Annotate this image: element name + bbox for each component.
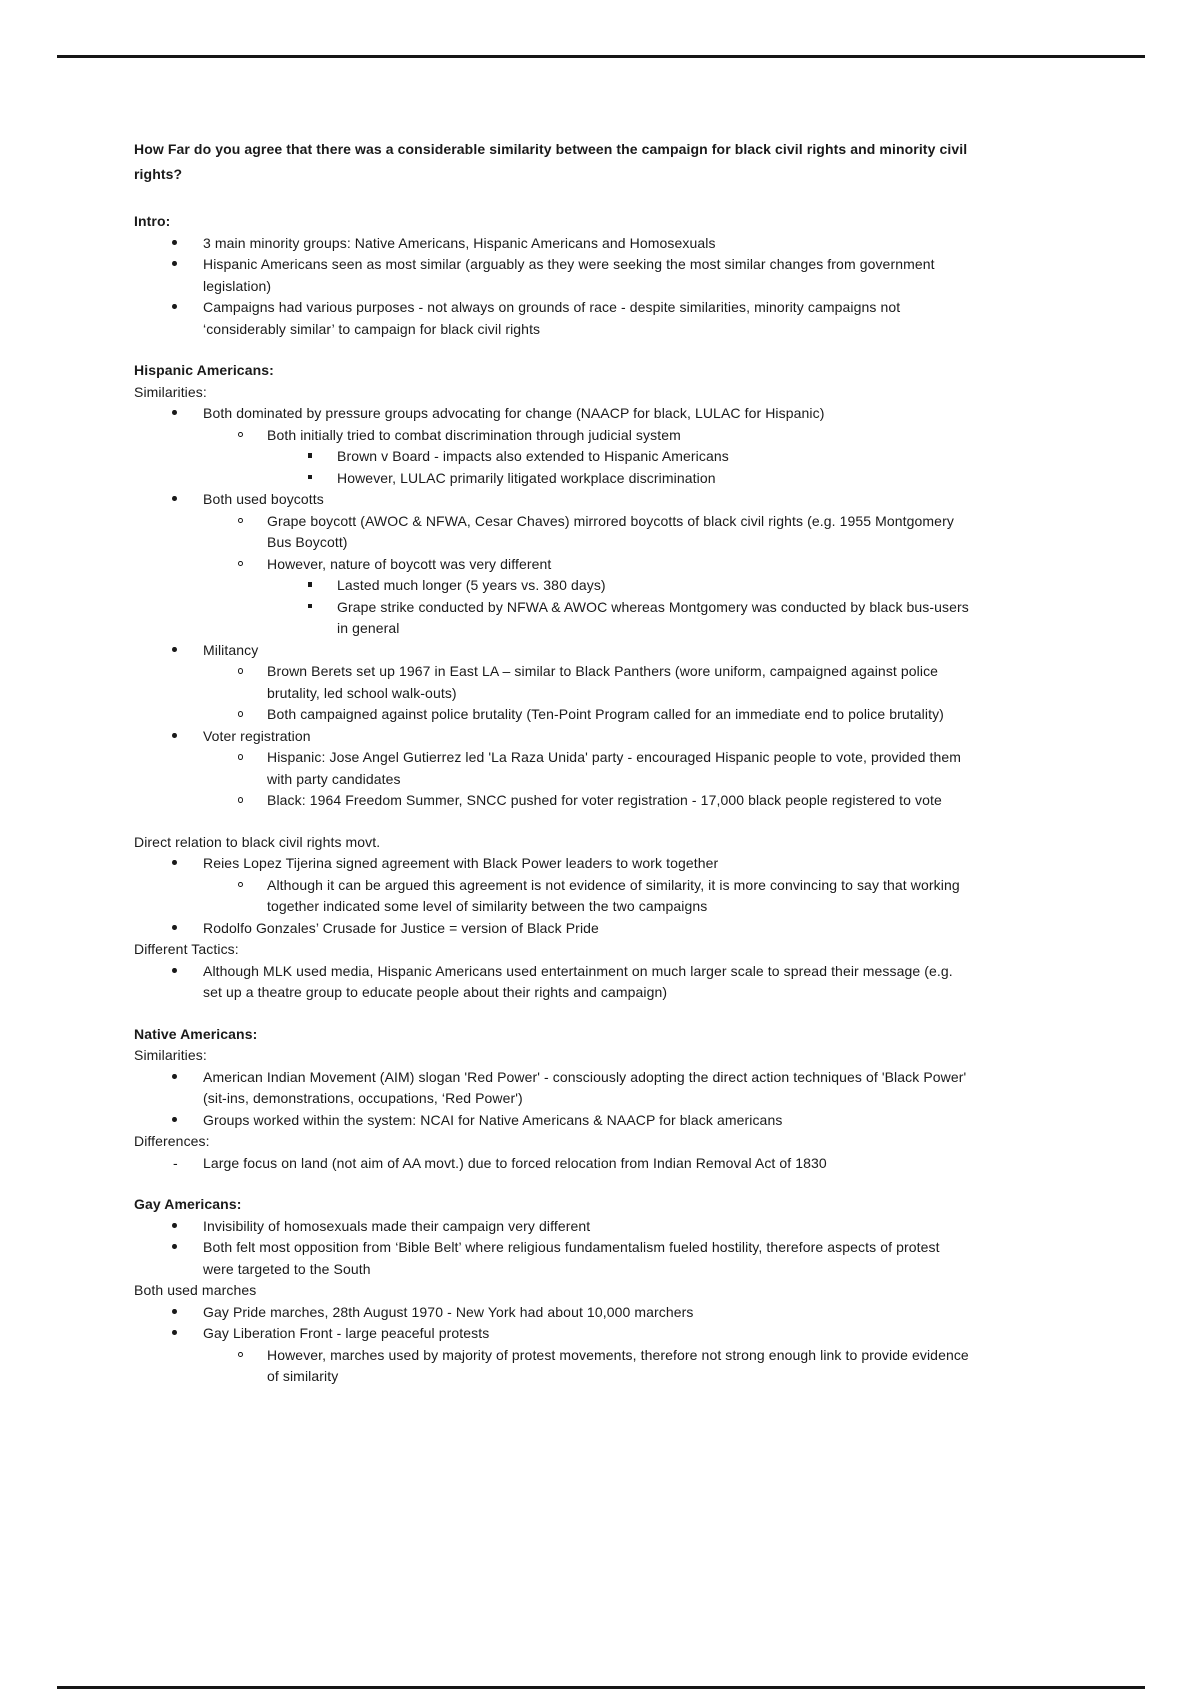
list-item: Campaigns had various purposes - not always on grounds of race - despite similarities, minority campaigns not ‘considerably similar’ to campaign for black civil rights [134, 297, 970, 340]
subheading-both-used-marches: Both used marches [134, 1282, 257, 1298]
subheading-direct-relation: Direct relation to black civil rights movt. [134, 833, 381, 850]
list-item: Both dominated by pressure groups advocating for change (NAACP for black, LULAC for Hispanic) [134, 403, 970, 425]
list-item: Grape boycott (AWOC & NFWA, Cesar Chaves) mirrored boycotts of black civil rights (e.g. 1955 Montgomery Bus Boycott) [134, 511, 970, 554]
list-item: However, nature of boycott was very different [134, 554, 970, 576]
list-item: Militancy [134, 640, 970, 662]
list-item: Gay Pride marches, 28th August 1970 - New York had about 10,000 marchers [134, 1302, 970, 1324]
list-item: Black: 1964 Freedom Summer, SNCC pushed for voter registration - 17,000 black people registered to vote [134, 790, 970, 812]
list-item: However, marches used by majority of protest movements, therefore not strong enough link to provide evidence of similarity [134, 1345, 970, 1388]
list-item: Brown v Board - impacts also extended to Hispanic Americans [134, 446, 970, 468]
list-item: 3 main minority groups: Native Americans, Hispanic Americans and Homosexuals [134, 233, 970, 255]
list-item: Grape strike conducted by NFWA & AWOC whereas Montgomery was conducted by black bus-users in general [134, 597, 970, 640]
list-item: Lasted much longer (5 years vs. 380 days) [134, 575, 970, 597]
list-item: Reies Lopez Tijerina signed agreement with Black Power leaders to work together [134, 853, 970, 875]
list-item: Groups worked within the system: NCAI for Native Americans & NAACP for black americans [134, 1110, 970, 1132]
subheading-similarities: Similarities: [134, 383, 207, 400]
section-heading-native-americans: Native Americans: [134, 1025, 258, 1042]
list-item: American Indian Movement (AIM) slogan 'Red Power' - consciously adopting the direct action techniques of 'Black Power' (sit-ins, demonstrations, occupations, ‘Red Power') [134, 1067, 970, 1110]
page-title: How Far do you agree that there was a considerable similarity between the campaign for black civil rights and minority civil rights? [134, 141, 968, 182]
list-item: Although it can be argued this agreement is not evidence of similarity, it is more convincing to say that working together indicated some level of similarity between the two campaigns [134, 875, 970, 918]
list-item: Gay Liberation Front - large peaceful protests [134, 1323, 970, 1345]
subheading-different-tactics: Different Tactics: [134, 941, 239, 957]
list-item: Hispanic Americans seen as most similar (arguably as they were seeking the most similar changes from government legislation) [134, 254, 970, 297]
subheading-differences: Differences: [134, 1133, 210, 1149]
subheading-similarities-2: Similarities: [134, 1047, 207, 1063]
list-item: Voter registration [134, 726, 970, 748]
document-body [134, 137, 970, 1388]
list-item: Invisibility of homosexuals made their campaign very different [134, 1216, 970, 1238]
list-item: Both campaigned against police brutality (Ten-Point Program called for an immediate end to police brutality) [134, 704, 970, 726]
list-item: Both initially tried to combat discrimination through judicial system [134, 425, 970, 447]
list-item: - Large focus on land (not aim of AA movt.) due to forced relocation from Indian Removal Act of 1830 [134, 1153, 970, 1175]
list-item: Hispanic: Jose Angel Gutierrez led 'La Raza Unida' party - encouraged Hispanic people to vote, provided them with party candidates [134, 747, 970, 790]
top-rule [57, 55, 1145, 58]
list-item: Brown Berets set up 1967 in East LA – similar to Black Panthers (wore uniform, campaigned against police brutality, led school walk-outs) [134, 661, 970, 704]
list-item: However, LULAC primarily litigated workplace discrimination [134, 468, 970, 490]
section-heading-hispanic-americans: Hispanic Americans: [134, 362, 274, 378]
list-item: Both used boycotts [134, 489, 970, 511]
list-item: Rodolfo Gonzales’ Crusade for Justice = version of Black Pride [134, 918, 970, 940]
section-heading-gay-americans: Gay Americans: [134, 1196, 242, 1212]
list-item: Both felt most opposition from ‘Bible Belt’ where religious fundamentalism fueled hostility, therefore aspects of protest were targeted to the South [134, 1237, 970, 1280]
section-heading-intro: Intro: [134, 213, 171, 229]
list-item: Although MLK used media, Hispanic Americans used entertainment on much larger scale to spread their message (e.g. set up a theatre group to educate people about their rights and campaign) [134, 961, 970, 1004]
bottom-rule [57, 1686, 1145, 1689]
